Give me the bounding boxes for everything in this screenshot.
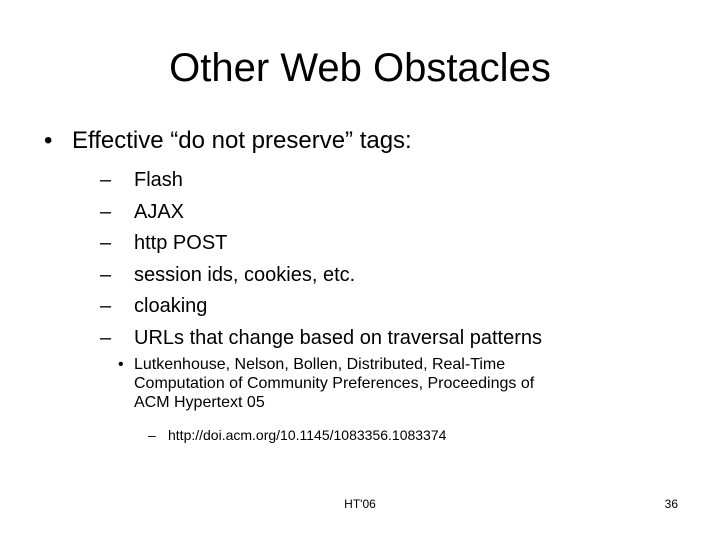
reference-line: Lutkenhouse, Nelson, Bollen, Distributed, Real-Time [134, 356, 506, 373]
dash-marker: – [100, 263, 112, 286]
main-bullet-text: Effective “do not preserve” tags: [72, 127, 412, 154]
bullet-marker: • [118, 356, 124, 373]
sub-bullet-text: session ids, cookies, etc. [134, 263, 356, 286]
sub-bullet-text: URLs that change based on traversal patterns [134, 326, 543, 349]
dash-marker: – [100, 169, 112, 191]
sub-bullet-text: http POST [134, 232, 228, 254]
dash-marker: – [100, 200, 112, 223]
sub-bullet-text: cloaking [134, 295, 208, 317]
dash-marker: – [148, 427, 156, 443]
bullet-marker: • [44, 127, 53, 154]
sub-bullet-text: AJAX [134, 200, 185, 223]
dash-marker: – [100, 295, 112, 317]
dash-marker: – [100, 232, 112, 254]
reference-line: ACM Hypertext 05 [134, 394, 265, 411]
page-number: 36 [664, 497, 678, 511]
reference-citation [134, 355, 674, 412]
slide-title: Other Web Obstacles [169, 46, 551, 90]
doi-link[interactable]: http://doi.acm.org/10.1145/1083356.1083374 [168, 427, 447, 443]
sub-bullet-text: Flash [134, 169, 183, 191]
reference-line: Computation of Community Preferences, Proceedings of [134, 375, 535, 392]
footer-label: HT'06 [344, 497, 376, 511]
dash-marker: – [100, 326, 112, 349]
